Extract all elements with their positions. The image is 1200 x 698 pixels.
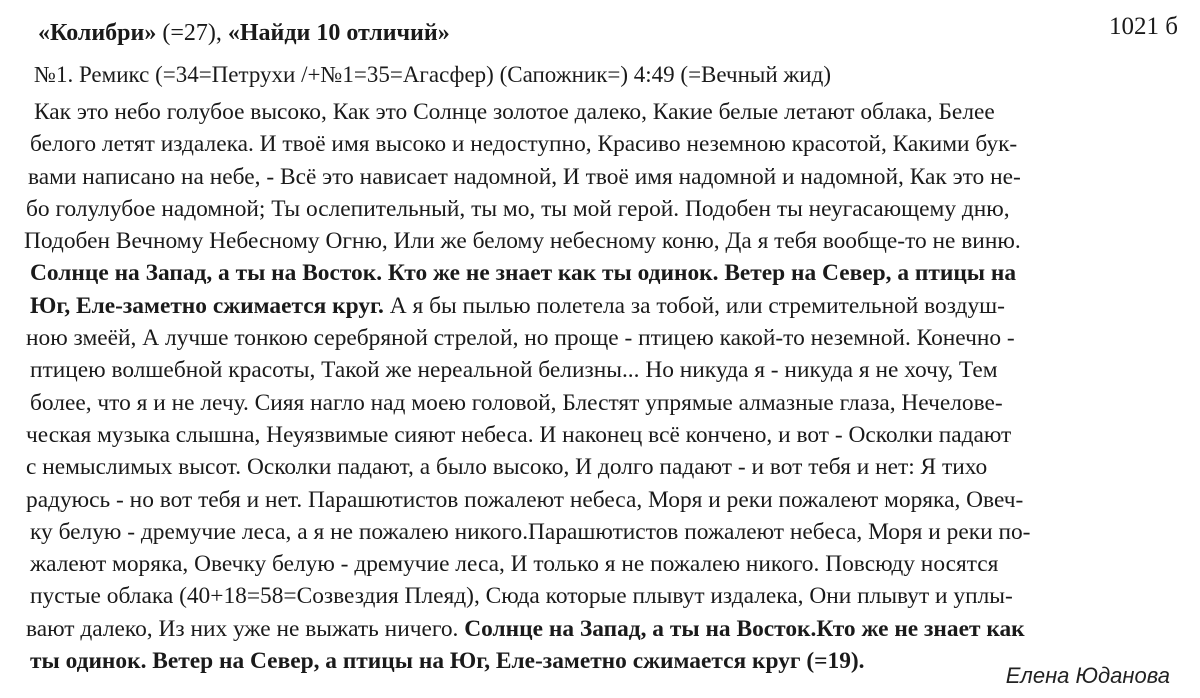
heading-title-naydi: «Найди 10 отличий» bbox=[227, 20, 450, 46]
bold-chorus-text: Юг, Еле-заметно сжимается круг. bbox=[30, 292, 384, 319]
text-line bbox=[22, 96, 1182, 128]
verse-text: А я бы пылью полетела за тобой, или стремительной воздуш- bbox=[383, 292, 1005, 319]
text-line bbox=[22, 484, 1182, 516]
verse-text: ческая музыка слышна, Неуязвимые сияют небеса. И наконец всё кончено, и вот - Осколки падают bbox=[26, 421, 1012, 448]
text-line bbox=[22, 580, 1182, 612]
text-line bbox=[22, 128, 1182, 160]
verse-text: вами написано на небе, - Всё это нависает надомной, И твоё имя надомной и надомной, Как это не- bbox=[28, 163, 1021, 190]
text-line bbox=[22, 387, 1182, 419]
heading-title-kolibri: «Колибри» bbox=[38, 20, 157, 46]
remix-subheading: №1. Ремикс (=34=Петрухи /+№1=35=Агасфер) (Сапожник=) 4:49 (=Вечный жид) bbox=[34, 62, 831, 87]
verse-text: пустые облака (40+18=58=Созвездия Плеяд), Сюда которые плывут издалека, Они плывут и уплы- bbox=[30, 583, 1013, 610]
text-line bbox=[22, 613, 1182, 645]
bold-chorus-text: Солнце на Запад, а ты на Восток.Кто же не знает как bbox=[464, 615, 1025, 642]
verse-text: Как это небо голубое высоко, Как это Солнце золотое далеко, Какие белые летают облака, Белее bbox=[34, 99, 995, 125]
verse-text: ку белую - дремучие леса, а я не пожалею никого.Парашютистов пожалеют небеса, Моря и реки по- bbox=[30, 518, 1031, 545]
heading-title-number: (=27), bbox=[156, 20, 228, 46]
verse-text: жалеют моряка, Овечку белую - дремучие леса, И только я не пожалею никого. Повсюду носятся bbox=[30, 551, 999, 578]
verse-text: Подобен Вечному Небесному Огню, Или же белому небесному коню, Да я тебя вообще-то не виню. bbox=[24, 228, 1021, 255]
text-line bbox=[22, 516, 1182, 548]
text-line bbox=[22, 161, 1182, 193]
text-line bbox=[22, 548, 1182, 580]
verse-text: белого летят издалека. И твоё имя высоко и недоступно, Красиво неземною красотой, Какими бук- bbox=[30, 131, 1018, 158]
verse-text: радуюсь - но вот тебя и нет. Парашютистов пожалеют небеса, Моря и реки пожалеют моряка, Овеч- bbox=[26, 486, 1024, 513]
text-line bbox=[22, 193, 1182, 225]
text-line bbox=[22, 451, 1182, 483]
verse-text: птицею волшебной красоты, Такой же нереальной белизны... Но никуда я - никуда я не хочу, Тем bbox=[30, 357, 998, 384]
text-line bbox=[22, 322, 1182, 354]
text-line bbox=[22, 225, 1182, 257]
verse-text: более, что я и не лечу. Сияя нагло над моею головой, Блестят упрямые алмазные глаза, Нечелове- bbox=[30, 389, 1003, 416]
text-line bbox=[22, 257, 1182, 289]
bold-chorus-text: ты одинок. Ветер на Север, а птицы на Юг, Еле-заметно сжимается круг (=19). bbox=[30, 648, 865, 675]
text-line bbox=[22, 419, 1182, 451]
text-line bbox=[22, 354, 1182, 386]
verse-text: бо голулубое надомной; Ты ослепительный, ты мо, ты мой герой. Подобен ты неугасающему дню, bbox=[26, 195, 1010, 222]
verse-text: вают далеко, Из них уже не выжать ничего. bbox=[26, 615, 465, 642]
lyrics-body bbox=[22, 96, 1182, 677]
verse-text: ною змеёй, А лучше тонкою серебряной стрелой, но проще - птицею какой-то неземной. Конечно - bbox=[26, 325, 1015, 352]
text-line bbox=[22, 290, 1182, 322]
page-number: 1021 б bbox=[1109, 13, 1178, 40]
bold-chorus-text: Солнце на Запад, а ты на Восток. Кто же не знает как ты одинок. Ветер на Север, а птицы на bbox=[30, 260, 1017, 287]
author-signature: Елена Юданова bbox=[1005, 663, 1170, 688]
verse-text: с немыслимых высот. Осколки падают, а было высоко, И долго падают - и вот тебя и нет: Я тихо bbox=[26, 454, 988, 481]
document-heading bbox=[38, 18, 450, 48]
